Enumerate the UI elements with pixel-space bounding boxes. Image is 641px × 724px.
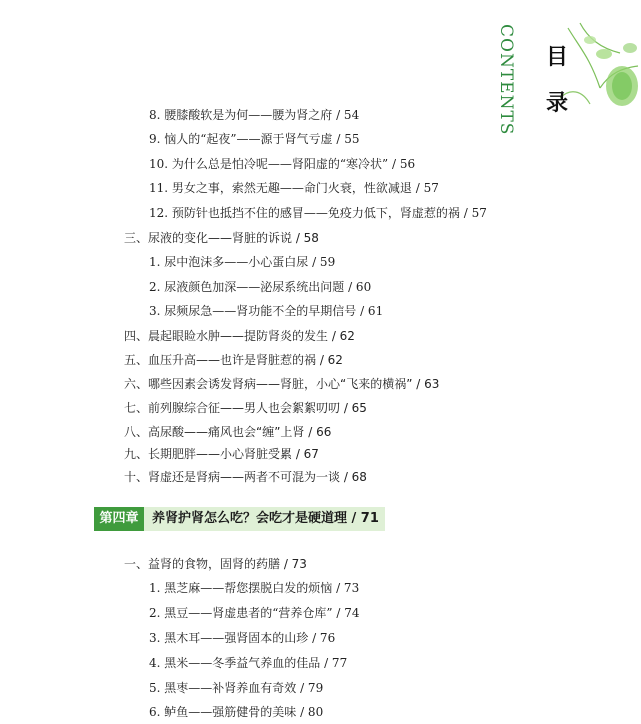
chapter-heading-bar[interactable] bbox=[94, 507, 385, 531]
toc-section-entry[interactable]: 十、肾虚还是肾病——两者不可混为一谈 / 68 bbox=[124, 470, 367, 484]
toc-section-entry[interactable]: 四、晨起眼睑水肿——提防肾炎的发生 / 62 bbox=[124, 329, 355, 343]
toc-entry[interactable]: 3. 黑木耳——强肾固本的山珍 / 76 bbox=[149, 631, 336, 645]
toc-entry[interactable]: 12. 预防针也抵挡不住的感冒——免疫力低下，肾虚惹的祸 / 57 bbox=[149, 206, 487, 220]
toc-entry[interactable]: 11. 男女之事，索然无趣——命门火衰，性欲减退 / 57 bbox=[149, 181, 439, 195]
toc-section-entry[interactable]: 九、长期肥胖——小心肾脏受累 / 67 bbox=[124, 447, 319, 461]
toc-section-entry[interactable]: 七、前列腺综合征——男人也会絮絮叨叨 / 65 bbox=[124, 401, 367, 415]
chapter-title: 养肾护肾怎么吃？会吃才是硬道理 / 71 bbox=[152, 511, 379, 526]
toc-title-char-2: 录 bbox=[546, 91, 569, 116]
toc-section-entry[interactable]: 六、哪些因素会诱发肾病——肾脏，小心“飞来的横祸” / 63 bbox=[124, 377, 440, 391]
toc-entry[interactable]: 3. 尿频尿急——肾功能不全的早期信号 / 61 bbox=[149, 304, 384, 318]
toc-entry[interactable]: 9. 恼人的“起夜”——源于肾气亏虚 / 55 bbox=[149, 132, 360, 146]
toc-entry[interactable]: 1. 尿中泡沫多——小心蛋白尿 / 59 bbox=[149, 255, 336, 269]
toc-entry[interactable]: 10. 为什么总是怕冷呢——肾阳虚的“寒冷状” / 56 bbox=[149, 157, 416, 171]
toc-section-entry[interactable]: 八、高尿酸——痛风也会“缠”上肾 / 66 bbox=[124, 425, 332, 439]
toc-entry[interactable]: 4. 黑米——冬季益气养血的佳品 / 77 bbox=[149, 656, 348, 670]
toc-section-entry[interactable]: 一、益肾的食物，固肾的药膳 / 73 bbox=[124, 557, 307, 571]
contents-heading: CONTENTS bbox=[496, 24, 516, 136]
toc-entry[interactable]: 2. 黑豆——肾虚患者的“营养仓库” / 74 bbox=[149, 606, 360, 620]
toc-section-entry[interactable]: 三、尿液的变化——肾脏的诉说 / 58 bbox=[124, 231, 319, 245]
toc-entry[interactable]: 2. 尿液颜色加深——泌尿系统出问题 / 60 bbox=[149, 280, 372, 294]
toc-entry[interactable]: 5. 黑枣——补肾养血有奇效 / 79 bbox=[149, 681, 324, 695]
toc-entry[interactable]: 8. 腰膝酸软是为何——腰为肾之府 / 54 bbox=[149, 108, 360, 122]
toc-entry[interactable]: 1. 黑芝麻——帮您摆脱白发的烦恼 / 73 bbox=[149, 581, 360, 595]
chapter-number-tag: 第四章 bbox=[94, 507, 144, 531]
toc-entry[interactable]: 6. 鲈鱼——强筋健骨的美味 / 80 bbox=[149, 705, 324, 719]
leaf-decoration-icon bbox=[560, 18, 640, 118]
toc-title-char-1: 目 bbox=[546, 45, 569, 70]
toc-section-entry[interactable]: 五、血压升高——也许是肾脏惹的祸 / 62 bbox=[124, 353, 343, 367]
